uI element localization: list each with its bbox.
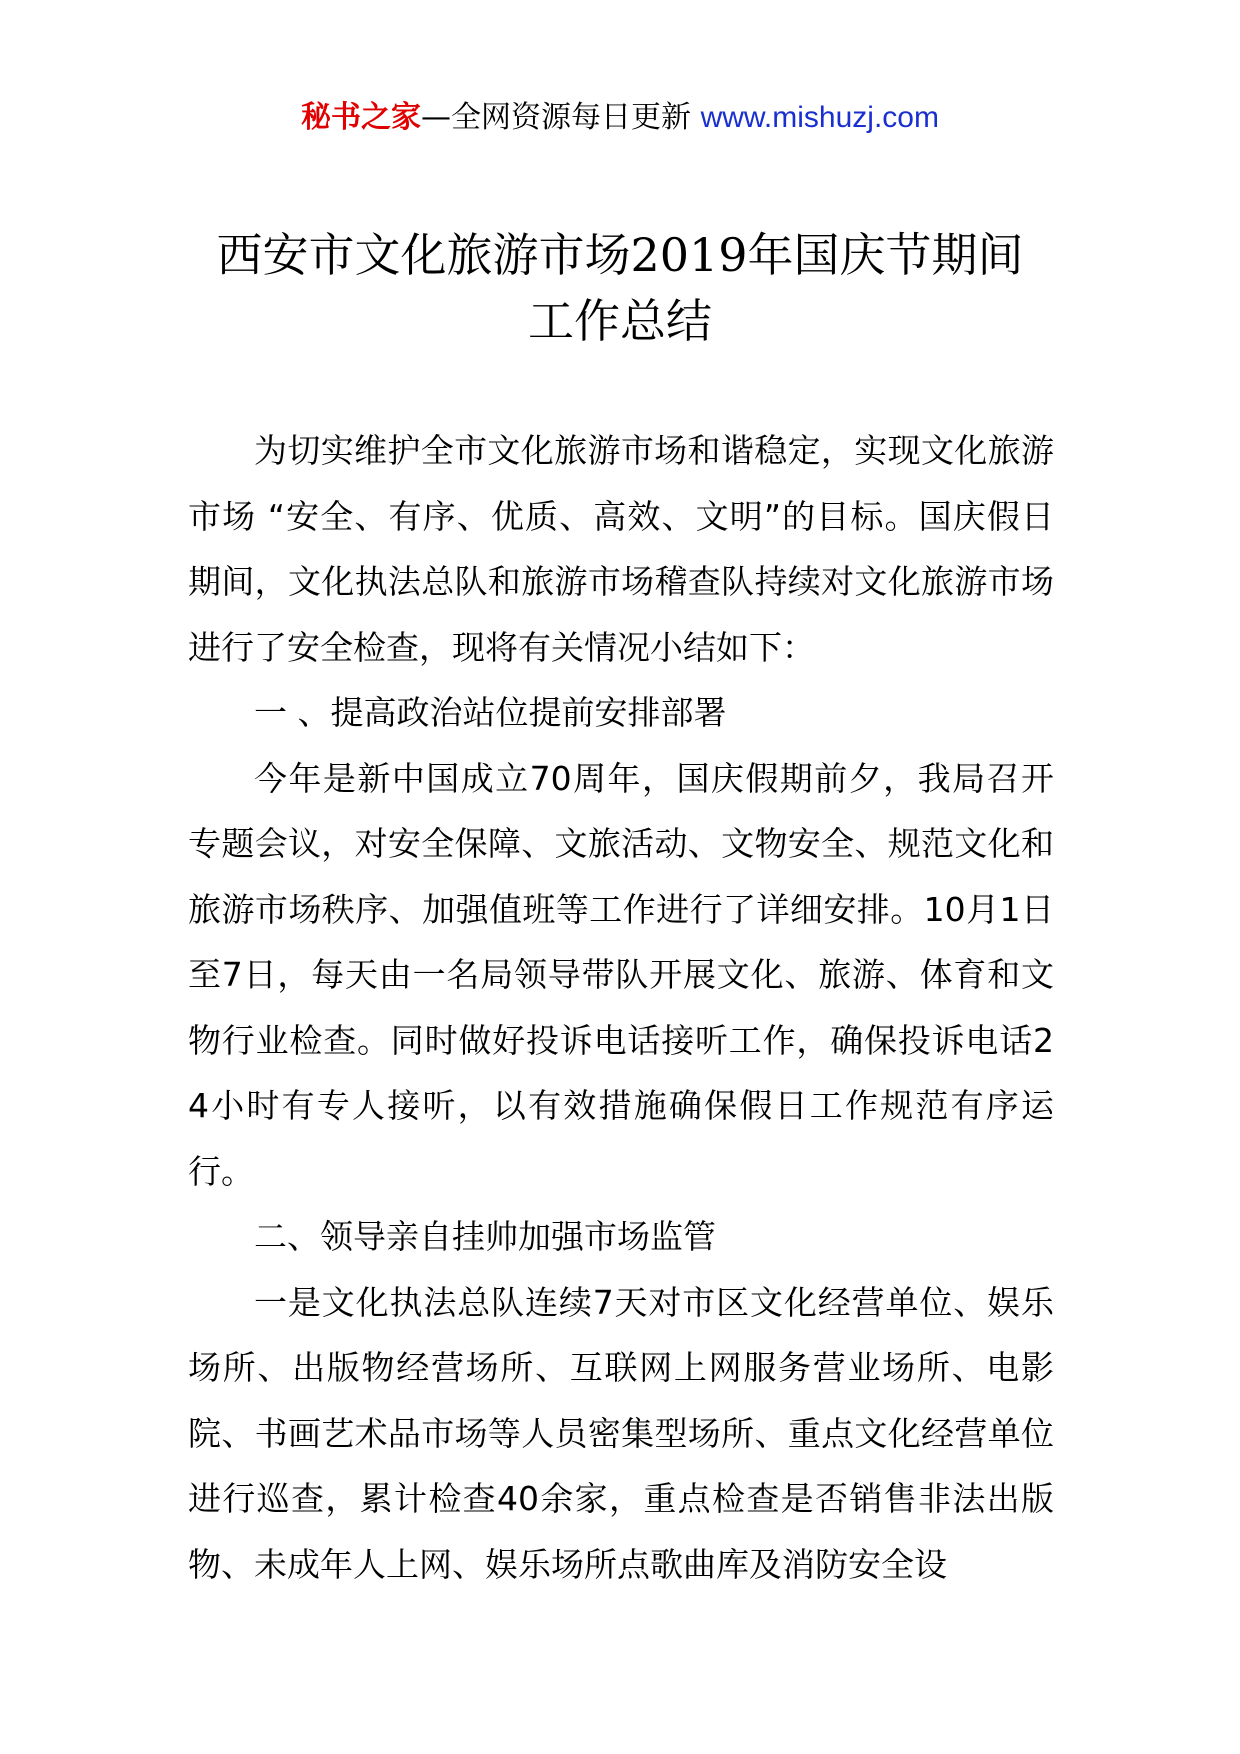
section-2-heading: 二、领导亲自挂帅加强市场监管	[254, 1217, 716, 1256]
document-title	[150, 222, 1090, 354]
header-tagline: —全网资源每日更新	[421, 100, 701, 135]
section-1-heading: 一 、提高政治站位提前安排部署	[254, 693, 727, 732]
intro-paragraph: 为切实维护全市文化旅游市场和谐稳定，实现文化旅游市场 “安全、有序、优质、高效、文明”的目标。国庆假日期间，文化执法总队和旅游市场稽查队持续对文化旅游市场进行了安全检查，现将有关情况小结如下：	[188, 431, 1054, 667]
title-line-1: 西安市文化旅游市场2019年国庆节期间	[216, 228, 1024, 282]
brand-name: 秘书之家	[301, 100, 422, 135]
watermark-header	[0, 98, 1240, 138]
section-1-paragraph: 今年是新中国成立70周年，国庆假期前夕，我局召开专题会议，对安全保障、文旅活动、文物安全、规范文化和旅游市场秩序、加强值班等工作进行了详细安排。10月1日至7日，每天由一名局领导带队开展文化、旅游、体育和文物行业检查。同时做好投诉电话接听工作，确保投诉电话24小时有专人接听，以有效措施确保假日工作规范有序运行。	[188, 758, 1054, 1191]
section-2-paragraph: 一是文化执法总队连续7天对市区文化经营单位、娱乐场所、出版物经营场所、互联网上网服务营业场所、电影院、书画艺术品市场等人员密集型场所、重点文化经营单位进行巡查，累计检查40余家，重点检查是否销售非法出版物、未成年人上网、娱乐场所点歌曲库及消防安全设	[188, 1282, 1054, 1584]
title-line-2: 工作总结	[528, 294, 712, 348]
site-url-link[interactable]: www.mishuzj.com	[700, 101, 939, 134]
document-body	[188, 418, 1054, 1597]
